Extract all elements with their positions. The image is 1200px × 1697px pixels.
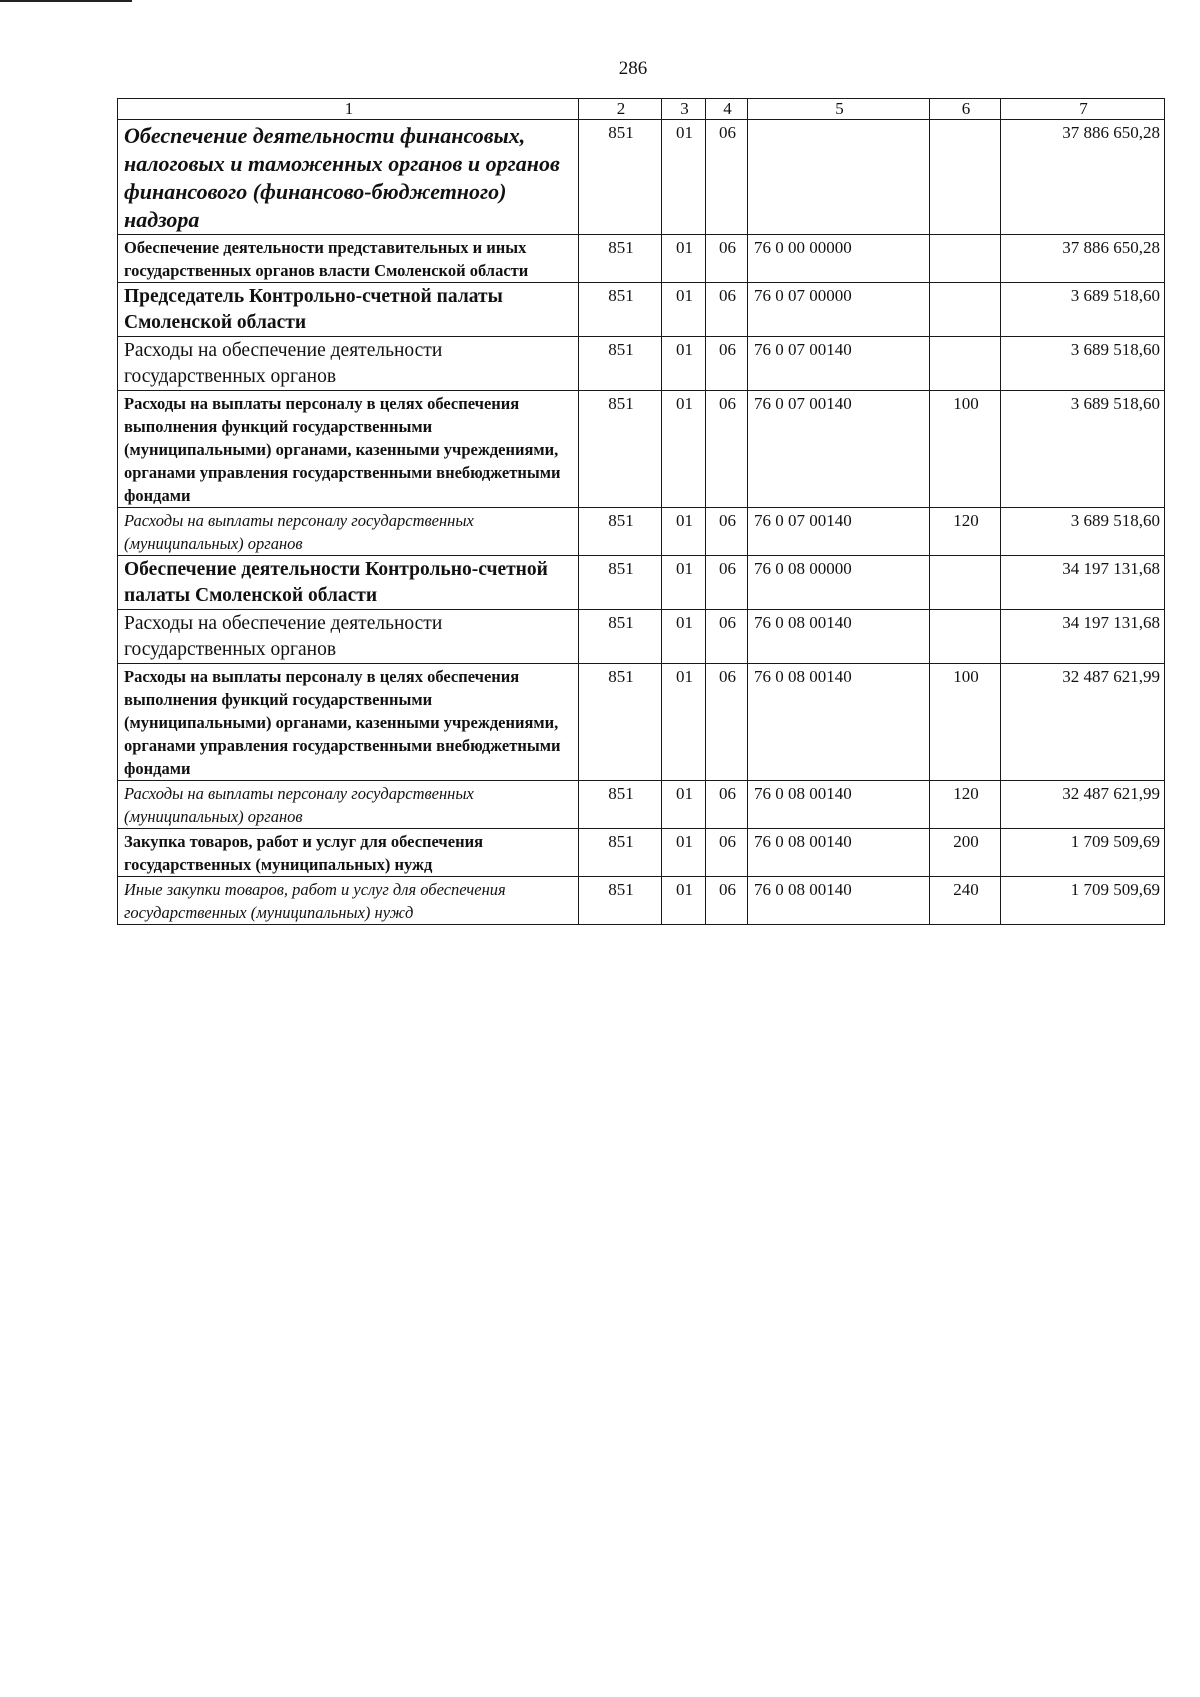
budget-table	[117, 98, 1165, 925]
column-header: 6	[930, 99, 1001, 120]
row-section-cell: 01	[662, 781, 706, 829]
row-target-article-cell: 76 0 00 00000	[748, 235, 930, 283]
row-name-cell: Расходы на выплаты персоналу государственных (муниципальных) органов	[118, 508, 579, 556]
row-subsection-cell: 06	[706, 391, 748, 508]
column-header: 7	[1001, 99, 1165, 120]
row-name-cell: Расходы на выплаты персоналу государственных (муниципальных) органов	[118, 781, 579, 829]
row-amount-cell: 3 689 518,60	[1001, 508, 1165, 556]
column-header: 4	[706, 99, 748, 120]
row-admin-code-cell: 851	[579, 781, 662, 829]
row-name-cell: Председатель Контрольно-счетной палаты Смоленской области	[118, 283, 579, 337]
table-row	[118, 235, 1165, 283]
row-amount-cell: 3 689 518,60	[1001, 283, 1165, 337]
row-admin-code-cell: 851	[579, 391, 662, 508]
row-expense-type-cell	[930, 120, 1001, 235]
table-body	[118, 99, 1165, 925]
table-row	[118, 610, 1165, 664]
row-section-cell: 01	[662, 610, 706, 664]
row-admin-code-cell: 851	[579, 508, 662, 556]
row-name-cell: Обеспечение деятельности Контрольно-счетной палаты Смоленской области	[118, 556, 579, 610]
table-row	[118, 120, 1165, 235]
row-target-article-cell: 76 0 08 00140	[748, 610, 930, 664]
table-row	[118, 664, 1165, 781]
row-subsection-cell: 06	[706, 283, 748, 337]
row-admin-code-cell: 851	[579, 556, 662, 610]
page-number: 286	[618, 58, 648, 79]
row-name-cell: Расходы на выплаты персоналу в целях обеспечения выполнения функций государственными (муниципальными) органами, казенными учреждениями, органами управления государственными внебюджетными фондами	[118, 664, 579, 781]
row-target-article-cell: 76 0 08 00140	[748, 829, 930, 877]
row-amount-cell: 34 197 131,68	[1001, 556, 1165, 610]
row-target-article-cell: 76 0 07 00000	[748, 283, 930, 337]
row-section-cell: 01	[662, 337, 706, 391]
row-target-article-cell	[748, 120, 930, 235]
table-row	[118, 556, 1165, 610]
row-amount-cell: 3 689 518,60	[1001, 337, 1165, 391]
row-admin-code-cell: 851	[579, 235, 662, 283]
table-row	[118, 283, 1165, 337]
row-target-article-cell: 76 0 07 00140	[748, 391, 930, 508]
row-name-cell: Расходы на обеспечение деятельности государственных органов	[118, 610, 579, 664]
row-admin-code-cell: 851	[579, 664, 662, 781]
row-target-article-cell: 76 0 08 00000	[748, 556, 930, 610]
row-target-article-cell: 76 0 08 00140	[748, 781, 930, 829]
row-subsection-cell: 06	[706, 664, 748, 781]
row-name-cell: Расходы на обеспечение деятельности государственных органов	[118, 337, 579, 391]
row-admin-code-cell: 851	[579, 120, 662, 235]
row-expense-type-cell: 120	[930, 781, 1001, 829]
row-admin-code-cell: 851	[579, 829, 662, 877]
row-admin-code-cell: 851	[579, 877, 662, 925]
row-amount-cell: 32 487 621,99	[1001, 664, 1165, 781]
row-subsection-cell: 06	[706, 120, 748, 235]
row-name-cell: Обеспечение деятельности финансовых, налоговых и таможенных органов и органов финансового (финансово-бюджетного) надзора	[118, 120, 579, 235]
table-row	[118, 829, 1165, 877]
row-subsection-cell: 06	[706, 781, 748, 829]
table-row	[118, 391, 1165, 508]
row-admin-code-cell: 851	[579, 283, 662, 337]
row-section-cell: 01	[662, 283, 706, 337]
row-admin-code-cell: 851	[579, 337, 662, 391]
column-header: 3	[662, 99, 706, 120]
row-subsection-cell: 06	[706, 235, 748, 283]
row-section-cell: 01	[662, 664, 706, 781]
row-expense-type-cell: 100	[930, 391, 1001, 508]
row-target-article-cell: 76 0 08 00140	[748, 877, 930, 925]
scan-edge-rule	[0, 0, 132, 2]
row-expense-type-cell	[930, 337, 1001, 391]
row-target-article-cell: 76 0 08 00140	[748, 664, 930, 781]
row-name-cell: Иные закупки товаров, работ и услуг для обеспечения государственных (муниципальных) нужд	[118, 877, 579, 925]
row-expense-type-cell: 240	[930, 877, 1001, 925]
row-amount-cell: 37 886 650,28	[1001, 120, 1165, 235]
row-expense-type-cell	[930, 283, 1001, 337]
column-header: 5	[748, 99, 930, 120]
table-row	[118, 877, 1165, 925]
row-subsection-cell: 06	[706, 337, 748, 391]
row-section-cell: 01	[662, 235, 706, 283]
row-expense-type-cell: 200	[930, 829, 1001, 877]
row-expense-type-cell	[930, 235, 1001, 283]
row-amount-cell: 32 487 621,99	[1001, 781, 1165, 829]
row-amount-cell: 3 689 518,60	[1001, 391, 1165, 508]
row-amount-cell: 37 886 650,28	[1001, 235, 1165, 283]
row-subsection-cell: 06	[706, 508, 748, 556]
row-section-cell: 01	[662, 829, 706, 877]
row-target-article-cell: 76 0 07 00140	[748, 508, 930, 556]
row-section-cell: 01	[662, 508, 706, 556]
row-expense-type-cell: 100	[930, 664, 1001, 781]
column-header: 1	[118, 99, 579, 120]
row-section-cell: 01	[662, 556, 706, 610]
column-header: 2	[579, 99, 662, 120]
row-section-cell: 01	[662, 391, 706, 508]
row-amount-cell: 1 709 509,69	[1001, 829, 1165, 877]
row-expense-type-cell	[930, 556, 1001, 610]
row-subsection-cell: 06	[706, 829, 748, 877]
table-row	[118, 781, 1165, 829]
row-target-article-cell: 76 0 07 00140	[748, 337, 930, 391]
row-name-cell: Закупка товаров, работ и услуг для обеспечения государственных (муниципальных) нужд	[118, 829, 579, 877]
table-row	[118, 337, 1165, 391]
row-subsection-cell: 06	[706, 610, 748, 664]
row-expense-type-cell: 120	[930, 508, 1001, 556]
row-amount-cell: 1 709 509,69	[1001, 877, 1165, 925]
table-header-row	[118, 99, 1165, 120]
row-subsection-cell: 06	[706, 877, 748, 925]
row-section-cell: 01	[662, 120, 706, 235]
row-subsection-cell: 06	[706, 556, 748, 610]
row-name-cell: Обеспечение деятельности представительных и иных государственных органов власти Смоленской области	[118, 235, 579, 283]
table-row	[118, 508, 1165, 556]
row-admin-code-cell: 851	[579, 610, 662, 664]
row-expense-type-cell	[930, 610, 1001, 664]
row-name-cell: Расходы на выплаты персоналу в целях обеспечения выполнения функций государственными (муниципальными) органами, казенными учреждениями, органами управления государственными внебюджетными фондами	[118, 391, 579, 508]
row-amount-cell: 34 197 131,68	[1001, 610, 1165, 664]
row-section-cell: 01	[662, 877, 706, 925]
